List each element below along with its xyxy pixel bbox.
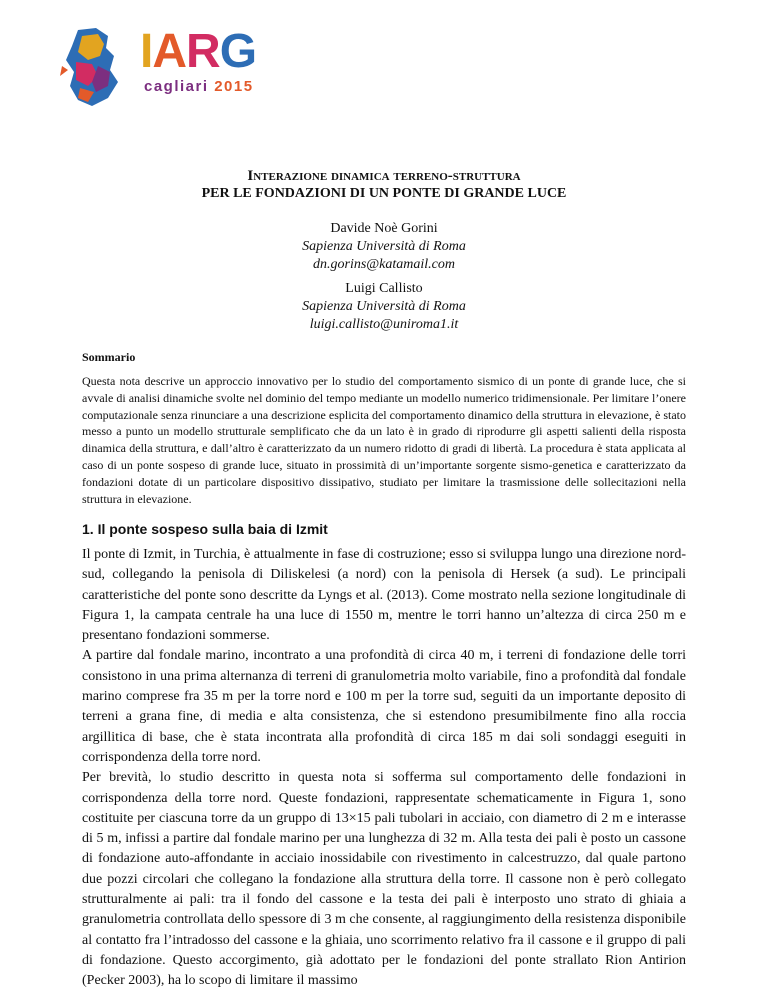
logo-subtitle bbox=[144, 78, 254, 95]
paragraph: Il ponte di Izmit, in Turchia, è attualmente in fase di costruzione; esso si sviluppa lungo una direzione nord-sud, collegando la penisola di Diliskelesi (a nord) con la penisola di Hersek (a sud). Le principali caratteristiche del ponte sono descritte da Lyngs et al. (2013). Come mostrato nella sezione longitudinale di Figura 1, la campata centrale ha una luce di 1550 m, mentre le torri hanno un’altezza di circa 250 m e presentano fondazioni sommerse. bbox=[82, 547, 686, 644]
paragraph: A partire dal fondale marino, incontrato a una profondità di circa 40 m, i terreni di fondazione delle torri consistono in una prima alternanza di terreni di granulometria molto variabile, fino a profondità dal fondale marino comprese fra 35 m per la torre nord e 100 m per la torre sud, seguiti da un importante deposito di terreni a grana fine, di media e alta consistenza, che si estendono presumibilmente fino alla roccia argillitica di base, che è stata incontrata alla profondità di circa 185 m dai soli sondaggi eseguiti in corrispondenza della torre nord. bbox=[82, 648, 686, 765]
author-name: Davide Noè Gorini bbox=[330, 221, 438, 236]
logo-letter: R bbox=[186, 25, 220, 78]
abstract-heading: Sommario bbox=[82, 350, 136, 364]
abstract-text: Questa nota descrive un approccio innovativo per lo studio del comportamento sismico di un ponte di grande luce, che si avvale di analisi dinamiche svolte nel dominio del tempo mediante un modello numerico tridimensionale. Per limitare l’onere computazionale senza rinunciare a una descrizione esplicita del comportamento dinamico della struttura in elevazione, è stato messo a punto un modello strutturale semplificato che da un lato è in grado di riprodurre gli aspetti salienti della risposta dinamica della struttura, e dall’altro è caratterizzato da un numero ridotto di gradi di libertà. La procedura è stata applicata al caso di un ponte sospeso di grande luce, situato in prossimità di un’importante sorgente sismo-genetica e caratterizzato da fondazioni dotate di un particolare dispositivo dissipativo, studiato per limitare la trasmissione delle sollecitazioni nella struttura in elevazione. bbox=[82, 374, 686, 506]
title-line-2: PER LE FONDAZIONI DI UN PONTE DI GRANDE LUCE bbox=[201, 186, 567, 201]
author-email[interactable]: dn.gorins@katamail.com bbox=[313, 257, 455, 272]
section-body bbox=[82, 545, 686, 992]
paragraph: Per brevità, lo studio descritto in questa nota si sofferma sul comportamento delle fondazioni in corrispondenza della torre nord. Queste fondazioni, rappresentate schematicamente in Figura 1, sono costituite per ciascuna torre da un gruppo di 13×15 pali tubolari in acciaio, con diametro di 2 m e interasse di 5 m, infissi a partire dal fondale marino per una lunghezza di 32 m. Alla testa dei pali è posto un cassone di fondazione auto-affondante in acciaio inossidabile con rivestimento in calcestruzzo, dal quale partono due pozzi circolari che collegano la fondazione alla struttura della torre. Il cassone non è però collegato strutturalmente ai pali: tra il fondo del cassone e la testa dei pali è interposto uno strato di ghiaia a granulometria controllata dello spessore di 3 m che consente, al raggiungimento della resistenza disponibile al contatto fra l’intradosso del cassone e la ghiaia, uno scorrimento relativo fra il cassone e il gruppo di pali di fondazione. Questo accorgimento, già adottato per le fondazioni del ponte strallato Rion Antirion (Pecker 2003), ha lo scopo di limitare il massimo bbox=[82, 770, 686, 989]
author-email[interactable]: luigi.callisto@uniroma1.it bbox=[309, 317, 459, 332]
author-list bbox=[0, 220, 768, 340]
author-affiliation: Sapienza Università di Roma bbox=[302, 299, 466, 314]
author-affiliation: Sapienza Università di Roma bbox=[302, 239, 466, 254]
section-heading: 1. Il ponte sospeso sulla baia di Izmit bbox=[82, 521, 328, 537]
logo-letter: A bbox=[152, 25, 187, 78]
sardinia-map-icon bbox=[48, 26, 140, 108]
paper-title bbox=[0, 167, 768, 203]
author-name: Luigi Callisto bbox=[345, 281, 423, 296]
author-block bbox=[0, 280, 768, 334]
title-line-1: Interazione dinamica terreno-struttura bbox=[247, 168, 521, 184]
logo-letter: G bbox=[219, 25, 257, 78]
logo-city: cagliari bbox=[144, 78, 209, 95]
logo-letter: I bbox=[140, 25, 153, 78]
author-block bbox=[0, 220, 768, 274]
iarg-logo bbox=[48, 26, 258, 108]
logo-year: 2015 bbox=[214, 78, 254, 95]
logo-wordmark bbox=[140, 25, 257, 78]
